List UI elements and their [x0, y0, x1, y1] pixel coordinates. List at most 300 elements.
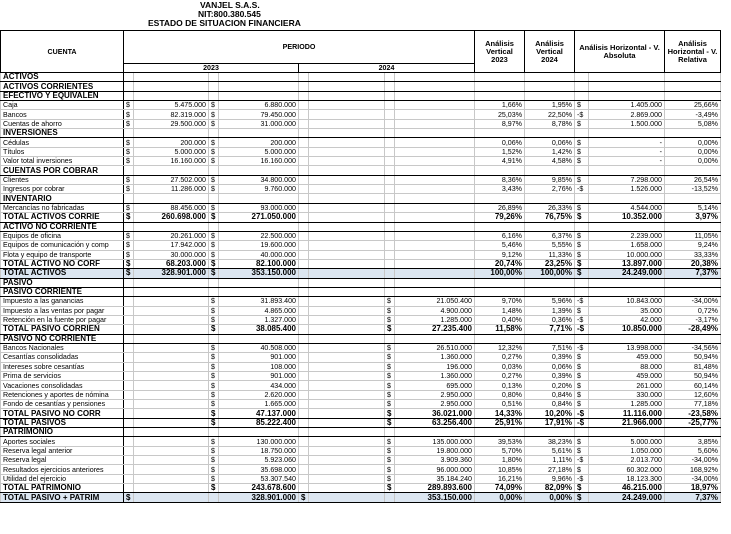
table-row: [1, 101, 721, 110]
empty-cell: [475, 82, 525, 91]
horizontal-absolute: 88.000: [589, 362, 665, 371]
empty-cell: [309, 493, 385, 502]
empty-cell: [665, 82, 721, 91]
horizontal-absolute: 24.249.000: [589, 269, 665, 278]
empty-cell: [299, 372, 309, 381]
empty-cell: [299, 325, 309, 334]
horizontal-absolute: 330.000: [589, 390, 665, 399]
vertical-2024: 100,00%: [525, 269, 575, 278]
vertical-2024: 9,85%: [525, 175, 575, 184]
empty-cell: [134, 315, 209, 324]
empty-cell: [309, 315, 385, 324]
horizontal-absolute: 1.526.000: [589, 185, 665, 194]
horizontal-relative: -13,52%: [665, 185, 721, 194]
empty-cell: [309, 194, 385, 203]
value-2023: 200.000: [134, 138, 209, 147]
vertical-2024: 10,20%: [525, 409, 575, 418]
account-label: TOTAL PASIVO NO CORR: [1, 409, 124, 418]
empty-cell: [124, 166, 134, 175]
empty-cell: [299, 400, 309, 409]
vertical-2023: 9,12%: [475, 250, 525, 259]
horizontal-absolute: 10.000.000: [589, 250, 665, 259]
empty-cell: [299, 166, 309, 175]
empty-cell: [575, 287, 589, 296]
vertical-2023: 11,58%: [475, 325, 525, 334]
horizontal-sign: $: [575, 353, 589, 362]
account-label: Cuentas de ahorro: [1, 119, 124, 128]
value-2023: 47.137.000: [219, 409, 299, 418]
vertical-2023: 14,33%: [475, 409, 525, 418]
horizontal-sign: -$: [575, 325, 589, 334]
empty-cell: [124, 484, 134, 493]
vertical-2024: 76,75%: [525, 213, 575, 222]
value-2023: 68.203.000: [134, 259, 209, 268]
empty-cell: [299, 101, 309, 110]
currency-2024: $: [209, 175, 219, 184]
horizontal-relative: -34,56%: [665, 343, 721, 352]
value-2024: 4.900.000: [395, 306, 475, 315]
value-2024: 63.256.400: [395, 418, 475, 427]
vertical-2024: 22,50%: [525, 110, 575, 119]
vertical-2023: 16,21%: [475, 474, 525, 483]
account-label: Cesantías consolidadas: [1, 353, 124, 362]
vertical-2024: 23,25%: [525, 259, 575, 268]
horizontal-relative: -34,00%: [665, 297, 721, 306]
empty-cell: [665, 428, 721, 437]
value-2024: 19.600.000: [219, 241, 299, 250]
vertical-2024: 11,33%: [525, 250, 575, 259]
empty-cell: [395, 259, 475, 268]
horizontal-relative: 60,14%: [665, 381, 721, 390]
horizontal-sign: $: [575, 381, 589, 390]
vertical-2023: 5,46%: [475, 241, 525, 250]
vertical-2023: 39,53%: [475, 437, 525, 446]
table-row: [1, 381, 721, 390]
section-label: PASIVO: [1, 278, 124, 287]
empty-cell: [134, 129, 209, 138]
table-row: [1, 343, 721, 352]
empty-cell: [309, 231, 385, 240]
empty-cell: [309, 372, 385, 381]
empty-cell: [385, 157, 395, 166]
empty-cell: [124, 278, 134, 287]
empty-cell: [299, 269, 309, 278]
vertical-2023: 0,27%: [475, 372, 525, 381]
empty-cell: [299, 315, 309, 324]
empty-cell: [589, 278, 665, 287]
value-2023: 328.901.000: [219, 493, 299, 502]
section-row: [1, 222, 721, 231]
horizontal-sign: $: [575, 147, 589, 156]
vertical-2023: 1,66%: [475, 101, 525, 110]
empty-cell: [395, 91, 475, 100]
account-label: Reserva legal anterior: [1, 446, 124, 455]
table-row: [1, 315, 721, 324]
empty-cell: [219, 194, 299, 203]
empty-cell: [219, 428, 299, 437]
account-label: Mercancías no fabricadas: [1, 203, 124, 212]
section-label: PATRIMONIO: [1, 428, 124, 437]
table-row: [1, 362, 721, 371]
account-label: Bancos Nacionales: [1, 343, 124, 352]
horizontal-relative: 81,48%: [665, 362, 721, 371]
empty-cell: [124, 306, 134, 315]
value-2024: 1.360.000: [395, 372, 475, 381]
empty-cell: [299, 157, 309, 166]
empty-cell: [385, 278, 395, 287]
vertical-2023: 4,91%: [475, 157, 525, 166]
empty-cell: [124, 446, 134, 455]
empty-cell: [575, 428, 589, 437]
currency-2023: $: [209, 306, 219, 315]
currency-2023: $: [209, 297, 219, 306]
currency-2023: $: [209, 437, 219, 446]
empty-cell: [309, 222, 385, 231]
currency-2023: $: [124, 231, 134, 240]
value-2023: 82.319.000: [134, 110, 209, 119]
vertical-2023: 0,03%: [475, 362, 525, 371]
currency-2023: $: [209, 474, 219, 483]
value-2024: 271.050.000: [219, 213, 299, 222]
vertical-2024: 0,36%: [525, 315, 575, 324]
account-label: Retenciones y aportes de nómina: [1, 390, 124, 399]
empty-cell: [299, 91, 309, 100]
currency-2023: $: [124, 493, 134, 502]
empty-cell: [209, 222, 219, 231]
empty-cell: [395, 194, 475, 203]
table-row: [1, 250, 721, 259]
empty-cell: [395, 287, 475, 296]
empty-cell: [219, 73, 299, 82]
vertical-2023: 10,85%: [475, 465, 525, 474]
vertical-2024: 0,06%: [525, 362, 575, 371]
table-row: [1, 465, 721, 474]
horizontal-sign: $: [575, 259, 589, 268]
empty-cell: [299, 119, 309, 128]
empty-cell: [219, 334, 299, 343]
empty-cell: [309, 203, 385, 212]
empty-cell: [124, 353, 134, 362]
empty-cell: [299, 456, 309, 465]
empty-cell: [575, 73, 589, 82]
account-label: Fondo de cesantías y pensiones: [1, 400, 124, 409]
empty-cell: [299, 381, 309, 390]
section-row: [1, 428, 721, 437]
horizontal-relative: 3,97%: [665, 213, 721, 222]
account-label: Vacaciones consolidadas: [1, 381, 124, 390]
value-2024: 16.160.000: [219, 157, 299, 166]
horizontal-sign: -$: [575, 418, 589, 427]
empty-cell: [665, 287, 721, 296]
section-row: [1, 166, 721, 175]
vertical-2023: 5,70%: [475, 446, 525, 455]
account-label: Títulos: [1, 147, 124, 156]
value-2023: 17.942.000: [134, 241, 209, 250]
empty-cell: [385, 194, 395, 203]
empty-cell: [475, 428, 525, 437]
currency-2024: $: [385, 381, 395, 390]
currency-2024: $: [209, 119, 219, 128]
col-header-2023: 2023: [124, 64, 299, 73]
vertical-2023: 3,43%: [475, 185, 525, 194]
empty-cell: [475, 222, 525, 231]
empty-cell: [209, 493, 219, 502]
empty-cell: [299, 362, 309, 371]
table-row: [1, 297, 721, 306]
empty-cell: [475, 91, 525, 100]
empty-cell: [124, 194, 134, 203]
horizontal-absolute: 13.998.000: [589, 343, 665, 352]
total-row: [1, 259, 721, 268]
empty-cell: [219, 91, 299, 100]
value-2024: 2.950.000: [395, 400, 475, 409]
horizontal-absolute: 2.869.000: [589, 110, 665, 119]
horizontal-relative: 7,37%: [665, 269, 721, 278]
empty-cell: [299, 437, 309, 446]
empty-cell: [385, 129, 395, 138]
horizontal-relative: 12,60%: [665, 390, 721, 399]
horizontal-sign: -$: [575, 456, 589, 465]
empty-cell: [395, 110, 475, 119]
value-2024: 135.000.000: [395, 437, 475, 446]
empty-cell: [124, 456, 134, 465]
vertical-2023: 79,26%: [475, 213, 525, 222]
section-row: [1, 334, 721, 343]
empty-cell: [309, 484, 385, 493]
currency-2023: $: [209, 390, 219, 399]
empty-cell: [525, 166, 575, 175]
currency-2023: $: [124, 203, 134, 212]
horizontal-sign: -$: [575, 474, 589, 483]
horizontal-sign: $: [575, 372, 589, 381]
vertical-2024: 1,95%: [525, 101, 575, 110]
section-label: CUENTAS POR COBRAR: [1, 166, 124, 175]
horizontal-relative: -25,77%: [665, 418, 721, 427]
empty-cell: [575, 278, 589, 287]
empty-cell: [219, 287, 299, 296]
horizontal-sign: $: [575, 175, 589, 184]
table-row: [1, 456, 721, 465]
empty-cell: [209, 129, 219, 138]
vertical-2023: 0,13%: [475, 381, 525, 390]
value-2024: 1.360.000: [395, 353, 475, 362]
empty-cell: [309, 157, 385, 166]
empty-cell: [395, 241, 475, 250]
section-row: [1, 287, 721, 296]
empty-cell: [395, 334, 475, 343]
empty-cell: [219, 166, 299, 175]
account-label: Equipos de oficina: [1, 231, 124, 240]
empty-cell: [309, 343, 385, 352]
horizontal-relative: 18,97%: [665, 484, 721, 493]
value-2024: 200.000: [219, 138, 299, 147]
value-2024: 26.510.000: [395, 343, 475, 352]
vertical-2023: 0,06%: [475, 138, 525, 147]
horizontal-sign: -$: [575, 185, 589, 194]
horizontal-sign: $: [575, 213, 589, 222]
empty-cell: [575, 334, 589, 343]
empty-cell: [385, 241, 395, 250]
horizontal-relative: 50,94%: [665, 372, 721, 381]
horizontal-absolute: 46.215.000: [589, 484, 665, 493]
vertical-2023: 25,03%: [475, 110, 525, 119]
section-label: ACTIVOS: [1, 73, 124, 82]
currency-2023: $: [124, 138, 134, 147]
empty-cell: [299, 203, 309, 212]
currency-2023: $: [124, 147, 134, 156]
empty-cell: [589, 287, 665, 296]
empty-cell: [134, 297, 209, 306]
empty-cell: [134, 428, 209, 437]
value-2024: 2.950.000: [395, 390, 475, 399]
vertical-2024: 9,96%: [525, 474, 575, 483]
vertical-2024: 17,91%: [525, 418, 575, 427]
currency-2024: $: [385, 325, 395, 334]
horizontal-sign: $: [575, 437, 589, 446]
empty-cell: [395, 203, 475, 212]
horizontal-relative: -34,00%: [665, 456, 721, 465]
vertical-2023: 0,51%: [475, 400, 525, 409]
empty-cell: [309, 381, 385, 390]
empty-cell: [309, 400, 385, 409]
empty-cell: [299, 175, 309, 184]
value-2024: 353.150.000: [219, 269, 299, 278]
empty-cell: [299, 428, 309, 437]
empty-cell: [299, 297, 309, 306]
currency-2023: $: [209, 343, 219, 352]
horizontal-absolute: -: [589, 147, 665, 156]
empty-cell: [299, 138, 309, 147]
account-label: Clientes: [1, 175, 124, 184]
empty-cell: [299, 129, 309, 138]
horizontal-sign: $: [575, 446, 589, 455]
empty-cell: [395, 157, 475, 166]
empty-cell: [134, 437, 209, 446]
empty-cell: [589, 334, 665, 343]
empty-cell: [385, 287, 395, 296]
horizontal-absolute: 1.500.000: [589, 119, 665, 128]
empty-cell: [589, 73, 665, 82]
empty-cell: [385, 259, 395, 268]
value-2023: 130.000.000: [219, 437, 299, 446]
empty-cell: [299, 409, 309, 418]
currency-2023: $: [209, 325, 219, 334]
value-2023: 2.620.000: [219, 390, 299, 399]
table-row: [1, 203, 721, 212]
vertical-2024: 6,37%: [525, 231, 575, 240]
account-label: TOTAL ACTIVOS CORRIE: [1, 213, 124, 222]
currency-2023: $: [209, 362, 219, 371]
empty-cell: [134, 493, 209, 502]
empty-cell: [395, 101, 475, 110]
empty-cell: [219, 129, 299, 138]
empty-cell: [589, 222, 665, 231]
account-label: Ingresos por cobrar: [1, 185, 124, 194]
empty-cell: [299, 110, 309, 119]
currency-2024: $: [385, 446, 395, 455]
horizontal-absolute: 24.249.000: [589, 493, 665, 502]
currency-2024: $: [385, 353, 395, 362]
vertical-2024: 27,18%: [525, 465, 575, 474]
horizontal-sign: $: [575, 362, 589, 371]
vertical-2024: 0,84%: [525, 400, 575, 409]
empty-cell: [385, 222, 395, 231]
horizontal-absolute: 11.116.000: [589, 409, 665, 418]
empty-cell: [309, 82, 385, 91]
total-row: [1, 213, 721, 222]
empty-cell: [299, 446, 309, 455]
empty-cell: [209, 166, 219, 175]
table-row: [1, 241, 721, 250]
currency-2023: $: [124, 185, 134, 194]
empty-cell: [299, 147, 309, 156]
currency-2023: $: [124, 259, 134, 268]
horizontal-sign: $: [575, 493, 589, 502]
empty-cell: [209, 194, 219, 203]
horizontal-relative: 5,14%: [665, 203, 721, 212]
currency-2023: $: [124, 175, 134, 184]
empty-cell: [309, 437, 385, 446]
empty-cell: [665, 334, 721, 343]
horizontal-sign: $: [575, 203, 589, 212]
empty-cell: [134, 343, 209, 352]
currency-2024: $: [209, 203, 219, 212]
empty-cell: [525, 194, 575, 203]
empty-cell: [525, 73, 575, 82]
vertical-2023: 0,00%: [475, 493, 525, 502]
value-2024: 82.100.000: [219, 259, 299, 268]
empty-cell: [385, 119, 395, 128]
empty-cell: [309, 390, 385, 399]
horizontal-relative: 0,72%: [665, 306, 721, 315]
empty-cell: [395, 231, 475, 240]
empty-cell: [124, 381, 134, 390]
vertical-2024: 82,09%: [525, 484, 575, 493]
empty-cell: [525, 82, 575, 91]
empty-cell: [309, 456, 385, 465]
empty-cell: [395, 222, 475, 231]
empty-cell: [589, 129, 665, 138]
empty-cell: [299, 465, 309, 474]
empty-cell: [299, 213, 309, 222]
value-2023: 328.901.000: [134, 269, 209, 278]
vertical-2023: 20,74%: [475, 259, 525, 268]
value-2024: 96.000.000: [395, 465, 475, 474]
table-row: [1, 474, 721, 483]
empty-cell: [385, 82, 395, 91]
empty-cell: [309, 278, 385, 287]
horizontal-sign: $: [575, 465, 589, 474]
empty-cell: [134, 400, 209, 409]
empty-cell: [385, 175, 395, 184]
empty-cell: [475, 334, 525, 343]
vertical-2024: 7,71%: [525, 325, 575, 334]
empty-cell: [385, 334, 395, 343]
account-label: Intereses sobre cesantías: [1, 362, 124, 371]
currency-2023: $: [209, 353, 219, 362]
empty-cell: [309, 138, 385, 147]
vertical-2024: 5,96%: [525, 297, 575, 306]
table-row: [1, 446, 721, 455]
vertical-2024: 5,61%: [525, 446, 575, 455]
value-2023: 16.160.000: [134, 157, 209, 166]
empty-cell: [124, 315, 134, 324]
section-row: [1, 194, 721, 203]
empty-cell: [525, 287, 575, 296]
empty-cell: [124, 334, 134, 343]
horizontal-absolute: 1.658.000: [589, 241, 665, 250]
value-2024: 35.184.240: [395, 474, 475, 483]
